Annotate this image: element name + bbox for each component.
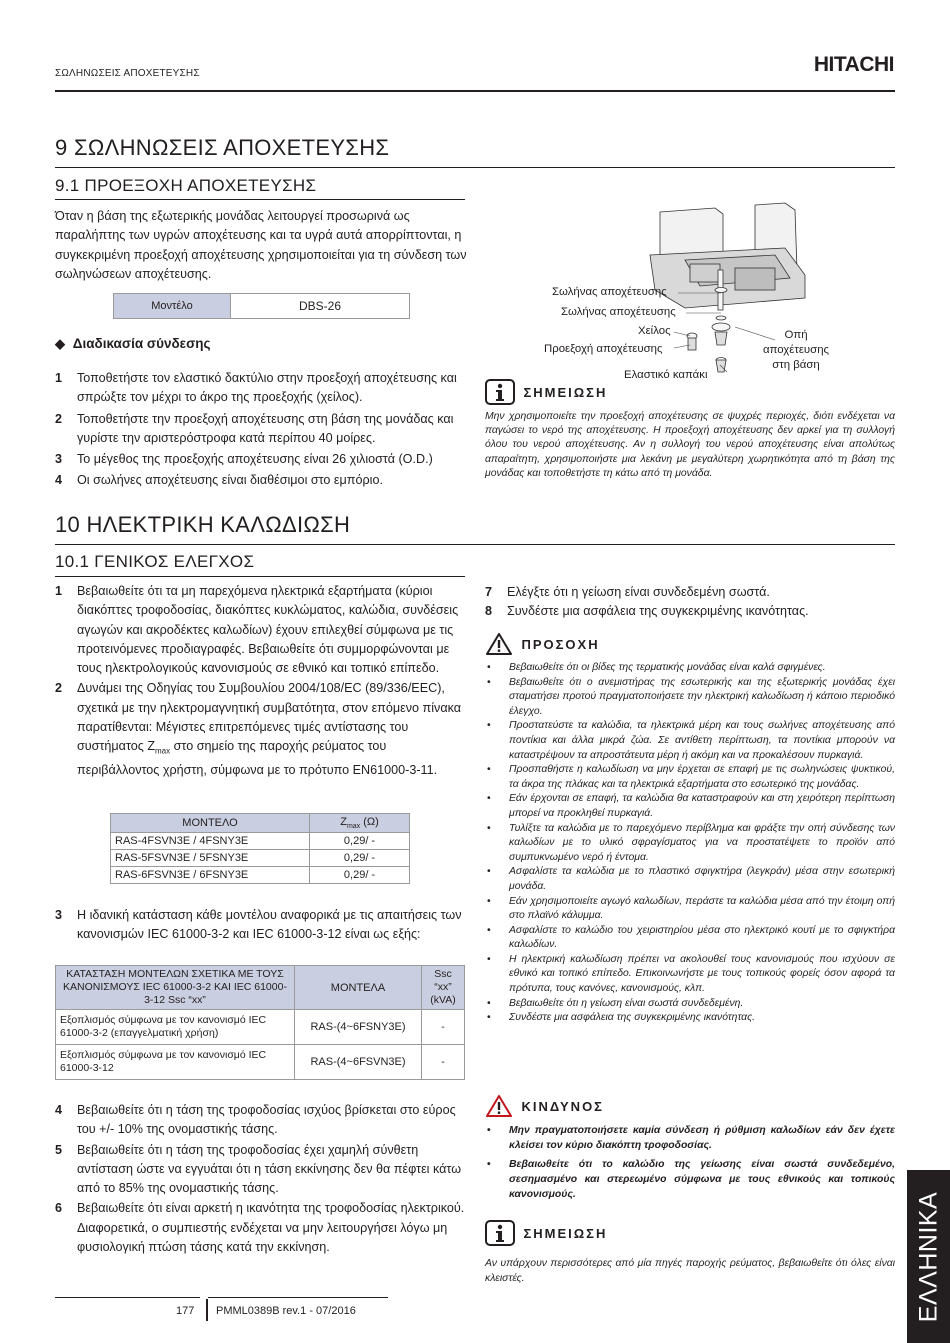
label-drain-nipple: Προεξοχή αποχέτευσης xyxy=(544,343,663,355)
language-tab-label: ΕΛΛΗΝΙΚΑ xyxy=(914,1191,942,1322)
label-lip: Χείλος xyxy=(638,325,671,337)
list-item: 3 Το μέγεθος της προεξοχής αποχέτευσης είναι 26 χιλιοστά (O.D.) xyxy=(55,452,433,467)
table-row: Εξοπλισμός σύμφωνα με τον κανονισμό IEC 61000-3-2 (επαγγελματική χρήση) RAS-(4~6FSNY3E) - xyxy=(56,1010,465,1045)
list-item: • Εάν έρχονται σε επαφή, τα καλώδια θα καταστραφούν και στη χειρότερη περίπτωση μπορεί να προκληθεί πυρκαγιά. xyxy=(485,792,895,821)
label-drain-pipe-1: Σωλήνας αποχέτευσης xyxy=(552,286,667,298)
subsection-10-1-title: 10.1 ΓΕΝΙΚΟΣ ΕΛΕΓΧΟΣ xyxy=(55,552,255,571)
danger-list xyxy=(485,1123,895,1202)
list-item: • Ασφαλίστε τα καλώδια με το πλαστικό σφιγκτήρα (λεγκράν) μέσα στην εσωτερική μονάδα. xyxy=(485,865,895,894)
zmax-table xyxy=(110,813,410,884)
drain-intro-text: Όταν η βάση της εξωτερικής μονάδας λειτουργεί προσωρινά ως παραλήπτης των υγρών αποχέτευσης και τα υγρά αυτά απορρίπτονται, η συγκεκριμένη προεξοχή αποχέτευσης χρησιμοποιείται για τη σύνδεση των σωληνώσεων αποχέτευσης. xyxy=(55,209,467,281)
list-item: • Βεβαιωθείτε ότι η γείωση είναι σωστά συνδεδεμένη. xyxy=(485,997,895,1012)
general-check-list-c xyxy=(55,1101,467,1257)
list-item: • Ασφαλίστε το καλώδιο του χειριστηρίου μέσα στο ηλεκτρικό κουτί με το σφιγκτήρα καλωδίων. xyxy=(485,924,895,953)
subsection-9-1-title: 9.1 ΠΡΟΕΞΟΧΗ ΑΠΟΧΕΤΕΥΣΗΣ xyxy=(55,176,317,195)
caution-list xyxy=(485,661,895,1026)
note-2-heading: ΣΗΜΕΙΩΣΗ xyxy=(485,1220,607,1246)
table-row: Εξοπλισμός σύμφωνα με τον κανονισμό IEC 61000-3-12 RAS-(4~6FSVN3E) - xyxy=(56,1045,465,1080)
list-item: 2 Δυνάμει της Οδηγίας του Συμβουλίου 2004/108/EC (89/336/EEC), σχετικά με την ηλεκτρομαγνητική συμβατότητα, στον επόμενο πίνακα παρατίθενται: Μέγιστες επιτρεπόμενες τιμές αντίστασης του συστήματος $Z_{max}$ στο σημείο της παροχής ρεύματος του περιβάλλοντος χρήστη, σύμφωνα με το πρότυπο EN61000-3-11. xyxy=(55,681,462,778)
label-rubber-cap: Ελαστικό καπάκι xyxy=(624,369,708,381)
table-row: RAS-6FSVN3E / 6FSNY3E 0,29/ - xyxy=(111,867,410,884)
list-item: • Τυλίξτε τα καλώδια με το παρεχόμενο περίβλημα και φράξτε την οπή σύνδεσης των καλωδίων με το υλικό σφραγίσματος για να προστατέψετε το προϊόν από συμπυκνωμένο νερό ή έντομα. xyxy=(485,822,895,866)
general-check-list-a xyxy=(55,582,467,780)
note-2-text: Αν υπάρχουν περισσότερες από μία πηγές παροχής ρεύματος, βεβαιωθείτε ότι όλες είναι κλειστές. xyxy=(485,1258,895,1284)
col-header-state: ΚΑΤΑΣΤΑΣΗ ΜΟΝΤΕΛΩΝ ΣΧΕΤΙΚΑ ΜΕ ΤΟΥΣ ΚΑΝΟΝΙΣΜΟΥΣ IEC 61000-3-2 ΚΑΙ IEC 61000-3-12 Ssc “xx” xyxy=(56,966,295,1010)
subsection-10-1-rule xyxy=(55,576,465,577)
section-9-title: 9 ΣΩΛΗΝΩΣΕΙΣ ΑΠΟΧΕΤΕΥΣΗΣ xyxy=(55,135,390,160)
footer-divider xyxy=(206,1299,208,1321)
section-10-title: 10 ΗΛΕΚΤΡΙΚΗ ΚΑΛΩΔΙΩΣΗ xyxy=(55,512,351,537)
info-icon xyxy=(485,1220,515,1246)
col-header-ssc: Ssc “xx” (kVA) xyxy=(422,966,465,1010)
general-check-list-d xyxy=(485,583,895,622)
section-9-rule xyxy=(55,167,895,168)
procedure-heading: ◆ Διαδικασία σύνδεσης xyxy=(55,336,211,351)
page-number: 177 xyxy=(176,1305,195,1317)
general-check-list-b xyxy=(55,906,467,945)
list-item: • Βεβαιωθείτε ότι το καλώδιο της γείωσης είναι σωστά συνδεδεμένο, σεσημασμένο και στερεωμένο σύμφωνα με τους εθνικούς και τοπικούς κανονισμούς. xyxy=(485,1157,895,1203)
list-item: • Εάν χρησιμοποιείτε αγωγό καλωδίων, περάστε τα καλώδια μέσα από την έτοιμη οπή στο πλαϊνό κάλυμμα. xyxy=(485,895,895,924)
col-header-models: ΜΟΝΤΕΛΑ xyxy=(295,966,422,1010)
subsection-9-1-rule xyxy=(55,199,465,200)
drain-model-table xyxy=(113,293,410,319)
list-item: 6 Βεβαιωθείτε ότι είναι αρκετή η ικανότητα της τροφοδοσίας ηλεκτρικού. Διαφορετικά, ο συμπιεστής ενδέχεται να μην λειτουργήσει λόγω μη φυσιολογική πτώση τάσης κατά την εκκίνηση. xyxy=(55,1201,465,1255)
iec-table xyxy=(55,965,465,1080)
danger-heading: ΚΙΝΔΥΝΟΣ xyxy=(485,1094,604,1118)
list-item: 4 Βεβαιωθείτε ότι η τάση της τροφοδοσίας ισχύος βρίσκεται στο εύρος του +/- 10% της ονομαστικής τάσης. xyxy=(55,1103,456,1137)
list-item: • Προστατεύστε τα καλώδια, τα ηλεκτρικά μέρη και τους σωλήνες αποχέτευσης από ποντίκια και άλλα μικρά ζώα. Σε αντίθετη περίπτωση, τα ποντίκια μπορούν να καταστρέψουν τα απροστάτευτα μέρη ή ακόμη και να προκαλέσουν πυρκαγιά. xyxy=(485,719,895,763)
list-item: 4 Οι σωλήνες αποχέτευσης είναι διαθέσιμοι στο εμπόριο. xyxy=(55,473,383,488)
list-item: 7 Ελέγξτε ότι η γείωση είναι συνδεδεμένη σωστά. xyxy=(485,585,770,599)
header-rule xyxy=(55,90,895,92)
label-drain-pipe-2: Σωλήνας αποχέτευσης xyxy=(561,306,676,318)
list-item: 8 Συνδέστε μια ασφάλεια της συγκεκριμένης ικανότητας. xyxy=(485,604,809,619)
warning-triangle-icon xyxy=(485,632,513,656)
danger-triangle-icon xyxy=(485,1094,513,1118)
table-row: RAS-4FSVN3E / 4FSNY3E 0,29/ - xyxy=(111,833,410,850)
list-item: • Βεβαιωθείτε ότι οι βίδες της τερματικής μονάδας είναι καλά σφιγμένες. xyxy=(485,661,895,676)
info-icon xyxy=(485,379,515,405)
label-drain-hole: Οπή αποχέτευσης στη βάση xyxy=(762,329,830,371)
note-text: Μην χρησιμοποιείτε την προεξοχή αποχέτευσης σε ψυχρές περιοχές, διότι ενδέχεται να παγώσει το νερό της αποχέτευσης. Η προεξοχή αποχέτευσης δεν αρκεί για τη συλλογή όλου του νερού αποχέτευσης. Αν η συλλογή του νερού αποχέτευσης είναι απολύτως απαραίτητη, χρησιμοποιήστε μια λεκάνη με μεγαλύτερη χωρητικότητα από τη βάση της μονάδας και τοποθετήστε τη κάτω από τη μονάδα. xyxy=(485,411,895,479)
list-item: • Μην πραγματοποιήσετε καμία σύνδεση ή ρύθμιση καλωδίων εάν δεν έχετε κλείσει τον κύριο διακόπτη τροφοδοσίας. xyxy=(485,1123,895,1154)
footer-rule-left xyxy=(55,1297,200,1298)
list-item: • Η ηλεκτρική καλωδίωση πρέπει να ακολουθεί τους κανονισμούς που ισχύουν σε εθνικό και τοπικό επίπεδο. Επικοινωνήστε με τους τοπικούς φορείς όσον αφορά τα πρότυπα, τους κανόνες, κανονισμούς, κλπ. xyxy=(485,953,895,997)
section-10-rule xyxy=(55,544,895,545)
col-header-model: ΜΟΝΤΕΛΟ xyxy=(111,814,310,833)
list-item: • Προσπαθήστε η καλωδίωση να μην έρχεται σε επαφή με τις σωληνώσεις ψυκτικού, τα άκρα της πλάκας και τα ηλεκτρικά εξαρτήματα στο εσωτερικό της μονάδας. xyxy=(485,763,895,792)
caution-heading: ΠΡΟΣΟΧΗ xyxy=(485,632,600,656)
list-item: 3 Η ιδανική κατάσταση κάθε μοντέλου αναφορικά με τις απαιτήσεις των κανονισμών IEC 61000-3-2 και IEC 61000-3-12 είναι ως εξής: xyxy=(55,908,462,942)
hitachi-logo: HITACHI xyxy=(813,53,894,76)
list-item: 2 Τοποθετήστε την προεξοχή αποχέτευσης στη βάση της μονάδας και γυρίστε την αριστερόστροφα κατά περίπου 40 μοίρες. xyxy=(55,411,454,445)
list-item: • Συνδέστε μια ασφάλεια της συγκεκριμένης ικανότητας. xyxy=(485,1011,895,1026)
table-row: RAS-5FSVN3E / 5FSNY3E 0,29/ - xyxy=(111,850,410,867)
model-label-cell: Μοντέλο xyxy=(114,294,231,319)
list-item: • Βεβαιωθείτε ότι ο ανεμιστήρας της εσωτερικής και της εξωτερικής μονάδας έχει σταματήσει προτού πραγματοποιήσετε την ηλεκτρική καλωδίωση ή κάποιο περιοδικό έλεγχο. xyxy=(485,676,895,720)
footer-rule-right xyxy=(208,1297,388,1298)
col-header-zmax: $Z_{max}$ (Ω) xyxy=(310,814,410,833)
model-value-cell: DBS-26 xyxy=(231,294,410,319)
document-code: PMML0389B rev.1 - 07/2016 xyxy=(216,1305,356,1317)
note-heading: ΣΗΜΕΙΩΣΗ xyxy=(485,379,607,405)
list-item: 1 Βεβαιωθείτε ότι τα μη παρεχόμενα ηλεκτρικά εξαρτήματα (κύριοι διακόπτες τροφοδοσίας, διακόπτες κυκλώματος, καλώδια, συνδέσεις αγωγών και ακροδέκτες καλωδίων) έχουν επιλεχθεί σύμφωνα με τις προτεινόμενες προδιαγραφές. Βεβαιωθείτε ότι συμμορφώνονται με τους ηλεκτρολογικούς κανονισμούς σε εθνικό και τοπικό επίπεδο. xyxy=(55,584,459,676)
procedure-steps xyxy=(55,369,467,491)
list-item: 1 Τοποθετήστε τον ελαστικό δακτύλιο στην προεξοχή αποχέτευσης και σπρώξτε τον μέχρι το άκρο της προεξοχής (χείλος). xyxy=(55,371,457,405)
diamond-bullet-icon: ◆ xyxy=(55,336,65,351)
running-header: ΣΩΛΗΝΩΣΕΙΣ ΑΠΟΧΕΤΕΥΣΗΣ xyxy=(55,68,200,79)
list-item: 5 Βεβαιωθείτε ότι η τάση της τροφοδοσίας έχει χαμηλή σύνθετη αντίσταση ώστε να εγγυάται ότι η τάση εκκίνησης δεν θα πέφτει κάτω από το 85% της ονομαστικής τάσης. xyxy=(55,1142,462,1196)
language-tab xyxy=(907,1170,950,1343)
